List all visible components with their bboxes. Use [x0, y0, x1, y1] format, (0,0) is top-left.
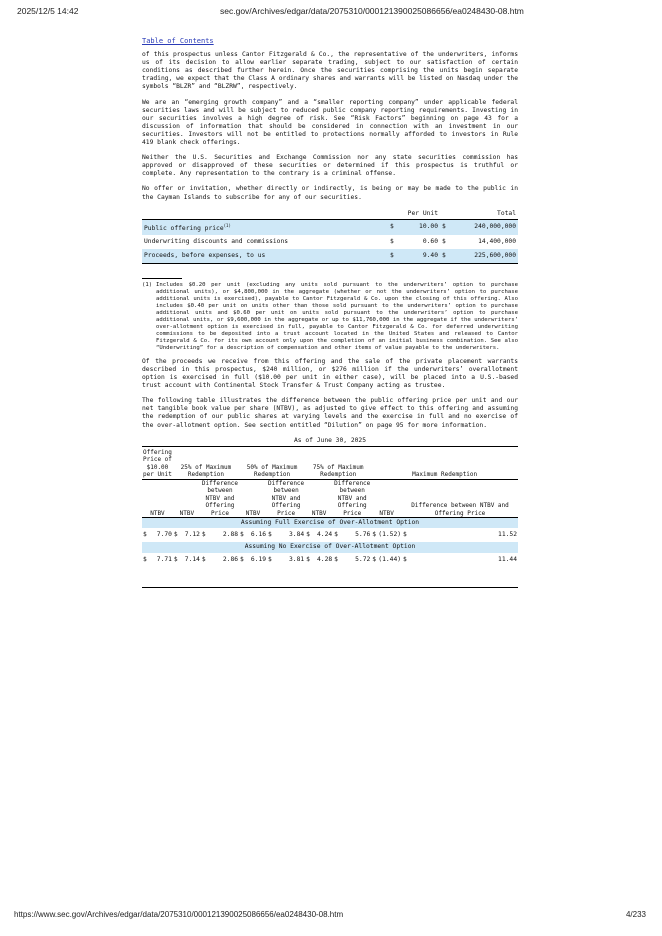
difference-header: Difference between NTBV and Offering Price	[201, 479, 239, 517]
paragraph: No offer or invitation, whether directly or indirectly, is being or may be made to the public in the Cayman Islands to subscribe for any of our securities.	[142, 185, 518, 201]
per-unit-header: Per Unit	[388, 209, 440, 220]
currency: $	[403, 531, 407, 539]
print-datetime: 2025/12/5 14:42	[17, 6, 79, 16]
table-bottom-rule	[142, 567, 518, 588]
currency: $	[334, 555, 338, 563]
table-row	[142, 249, 518, 264]
browser-print-footer	[0, 910, 662, 924]
currency: $	[442, 237, 446, 245]
footnote-ref: (1)	[223, 222, 231, 228]
difference-header: Difference between NTBV and Offering Price	[268, 479, 305, 517]
offering-table	[142, 209, 518, 264]
as-of-date: As of June 30, 2025	[142, 437, 518, 447]
difference-header: Difference between NTBV and Offering Price	[402, 479, 518, 518]
cell-value: (1.52)	[378, 531, 402, 539]
cell-value: 6.19	[250, 555, 267, 563]
currency: $	[403, 555, 407, 563]
table-row	[142, 528, 518, 542]
cell-value: 4.24	[316, 531, 333, 539]
paragraph: of this prospectus unless Cantor Fitzgerald & Co., the representative of the underwriters, informs us of its decision to allow earlier separate trading, subject to our satisfaction of certain conditions as described further herein. Once the securities comprising the units begin separate trading, we expect that the Class A ordinary shares and warrants will be listed on Nasdaq under the symbols “BLZR” and “BLZRW”, respectively.	[142, 51, 518, 91]
row-label: Public offering price	[144, 224, 224, 232]
currency: $	[143, 555, 147, 563]
cell-value: 7.14	[184, 555, 200, 563]
table-row	[142, 219, 518, 235]
cell-value: 4.28	[316, 555, 333, 563]
dilution-table	[142, 449, 518, 588]
currency: $	[268, 531, 272, 539]
paragraph: The following table illustrates the difference between the public offering price per unit and our net tangible book value per share (NTBV), as adjusted to give effect to this offering and assuming the redemption of our public shares at varying levels and the exercise in full and no exercise of the over-allotment option. See section entitled “Dilution” on page 95 for more information.	[142, 397, 518, 429]
footer-url: https://www.sec.gov/Archives/edgar/data/2075310/000121390025086656/ea0248430-08.htm	[14, 910, 344, 919]
redemption-75-header: 75% of Maximum Redemption	[305, 449, 371, 480]
difference-header: Difference between NTBV and Offering Price	[334, 479, 371, 517]
ntbv-header: NTBV	[239, 479, 267, 518]
currency: $	[173, 531, 178, 539]
total-value: 240,000,000	[452, 219, 518, 235]
per-unit-value: 0.60	[422, 237, 438, 245]
currency: $	[201, 555, 206, 563]
redemption-max-header: Maximum Redemption	[371, 449, 518, 480]
page-number: 4/233	[625, 910, 646, 919]
ntbv-header: NTBV	[305, 479, 333, 518]
row-label: Proceeds, before expenses, to us	[142, 249, 388, 264]
currency: $	[388, 249, 400, 264]
table-of-contents-link[interactable]: Table of Contents	[142, 37, 214, 45]
paragraph: Of the proceeds we receive from this offering and the sale of the private placement warrants described in this prospectus, $240 million, or $276 million if the underwriters’ overallotment option is exercised in full ($10.00 per unit in either case), will be placed into a U.S.-based trust account with Continental Stock Transfer & Trust Company acting as trustee.	[142, 357, 518, 390]
redemption-50-header: 50% of Maximum Redemption	[239, 449, 305, 480]
currency: $	[388, 219, 400, 235]
band-full-exercise: Assuming Full Exercise of Over-Allotment Option	[142, 518, 518, 529]
print-url: sec.gov/Archives/edgar/data/2075310/000121390025086656/ea0248430-08.htm	[220, 6, 524, 16]
cell-value: 3.81	[288, 555, 305, 563]
cell-value: 5.76	[355, 531, 371, 539]
band-no-exercise: Assuming No Exercise of Over-Allotment Option	[142, 542, 518, 552]
currency: $	[201, 531, 206, 539]
paragraph: We are an “emerging growth company” and a “smaller reporting company” under applicable federal securities laws and will be subject to reduced public company reporting requirements. Investing in our securities involves a high degree of risk. See “Risk Factors” beginning on page 43 for a discussion of information that should be considered in connection with an investment in our securities. Investors will not be entitled to protections normally afforded to investors in Rule 419 blank check offerings.	[142, 98, 518, 147]
footnote-divider	[142, 278, 182, 279]
per-unit-value: 10.00	[400, 219, 440, 235]
currency: $	[390, 237, 394, 245]
currency: $	[334, 531, 338, 539]
cell-value: 2.88	[222, 531, 239, 539]
currency: $	[306, 555, 310, 563]
table-row	[142, 235, 518, 249]
currency: $	[240, 555, 244, 563]
per-unit-value: 9.40	[400, 249, 440, 264]
offering-price-header: Offering Price of $10.00 per Unit	[143, 448, 172, 479]
redemption-25-header: 25% of Maximum Redemption	[173, 449, 239, 480]
cell-value: 11.52	[498, 531, 517, 539]
currency: $	[372, 555, 377, 563]
cell-value: 6.16	[250, 531, 267, 539]
cell-value: (1.44)	[378, 555, 402, 563]
footnote	[142, 282, 518, 352]
cell-value: 7.71	[156, 555, 172, 563]
cell-value: 2.86	[222, 555, 239, 563]
total-value: 14,400,000	[478, 237, 516, 245]
total-header: Total	[440, 209, 518, 220]
paragraph: Neither the U.S. Securities and Exchange Commission nor any state securities commission has approved or disapproved of these securities or determined if this prospectus is truthful or complete. Any representation to the contrary is a criminal offense.	[142, 154, 518, 178]
cell-value: 3.84	[288, 531, 305, 539]
cell-value: 7.70	[156, 531, 172, 539]
document-body	[142, 37, 518, 588]
browser-print-header	[0, 6, 662, 20]
cell-value: 7.12	[184, 531, 200, 539]
currency: $	[372, 531, 377, 539]
row-label: Underwriting discounts and commissions	[144, 237, 289, 245]
cell-value: 11.44	[498, 555, 517, 563]
table-row	[142, 553, 518, 567]
currency: $	[173, 555, 178, 563]
currency: $	[268, 555, 272, 563]
cell-value: 5.72	[355, 555, 371, 563]
currency: $	[240, 531, 244, 539]
footnote-marker: (1)	[142, 281, 153, 288]
total-value: 225,600,000	[452, 249, 518, 264]
ntbv-header: NTBV	[371, 479, 402, 518]
currency: $	[440, 249, 452, 264]
ntbv-header: NTBV	[142, 479, 173, 518]
currency: $	[306, 531, 310, 539]
currency: $	[440, 219, 452, 235]
ntbv-header: NTBV	[173, 479, 201, 518]
currency: $	[143, 531, 147, 539]
footnote-text: Includes $0.20 per unit (excluding any units sold pursuant to the underwriters’ option to purchase additional units), or $4,800,000 in the aggregate (whether or not the underwriters’ option to purchase additional units is exercised), payable to Cantor Fitzgerald & Co. upon the closing of this offering. Also includes $0.40 per unit on units other than those sold pursuant to the underwriters’ option to purchase additional units and $0.60 per unit on units sold pursuant to the underwriters’ option to purchase additional units, or $9,600,000 in the aggregate or up to $11,760,000 in the aggregate if the underwriters’ over-allotment option is exercised in full, payable to Cantor Fitzgerald & Co. for deferred underwriting commissions to be deposited into a trust account located in the United States and released to Cantor Fitzgerald & Co. for its own account only upon the completion of an initial business combination. See also “Underwriting” for a description of compensation and other items of value payable to the underwriters.	[156, 281, 518, 351]
